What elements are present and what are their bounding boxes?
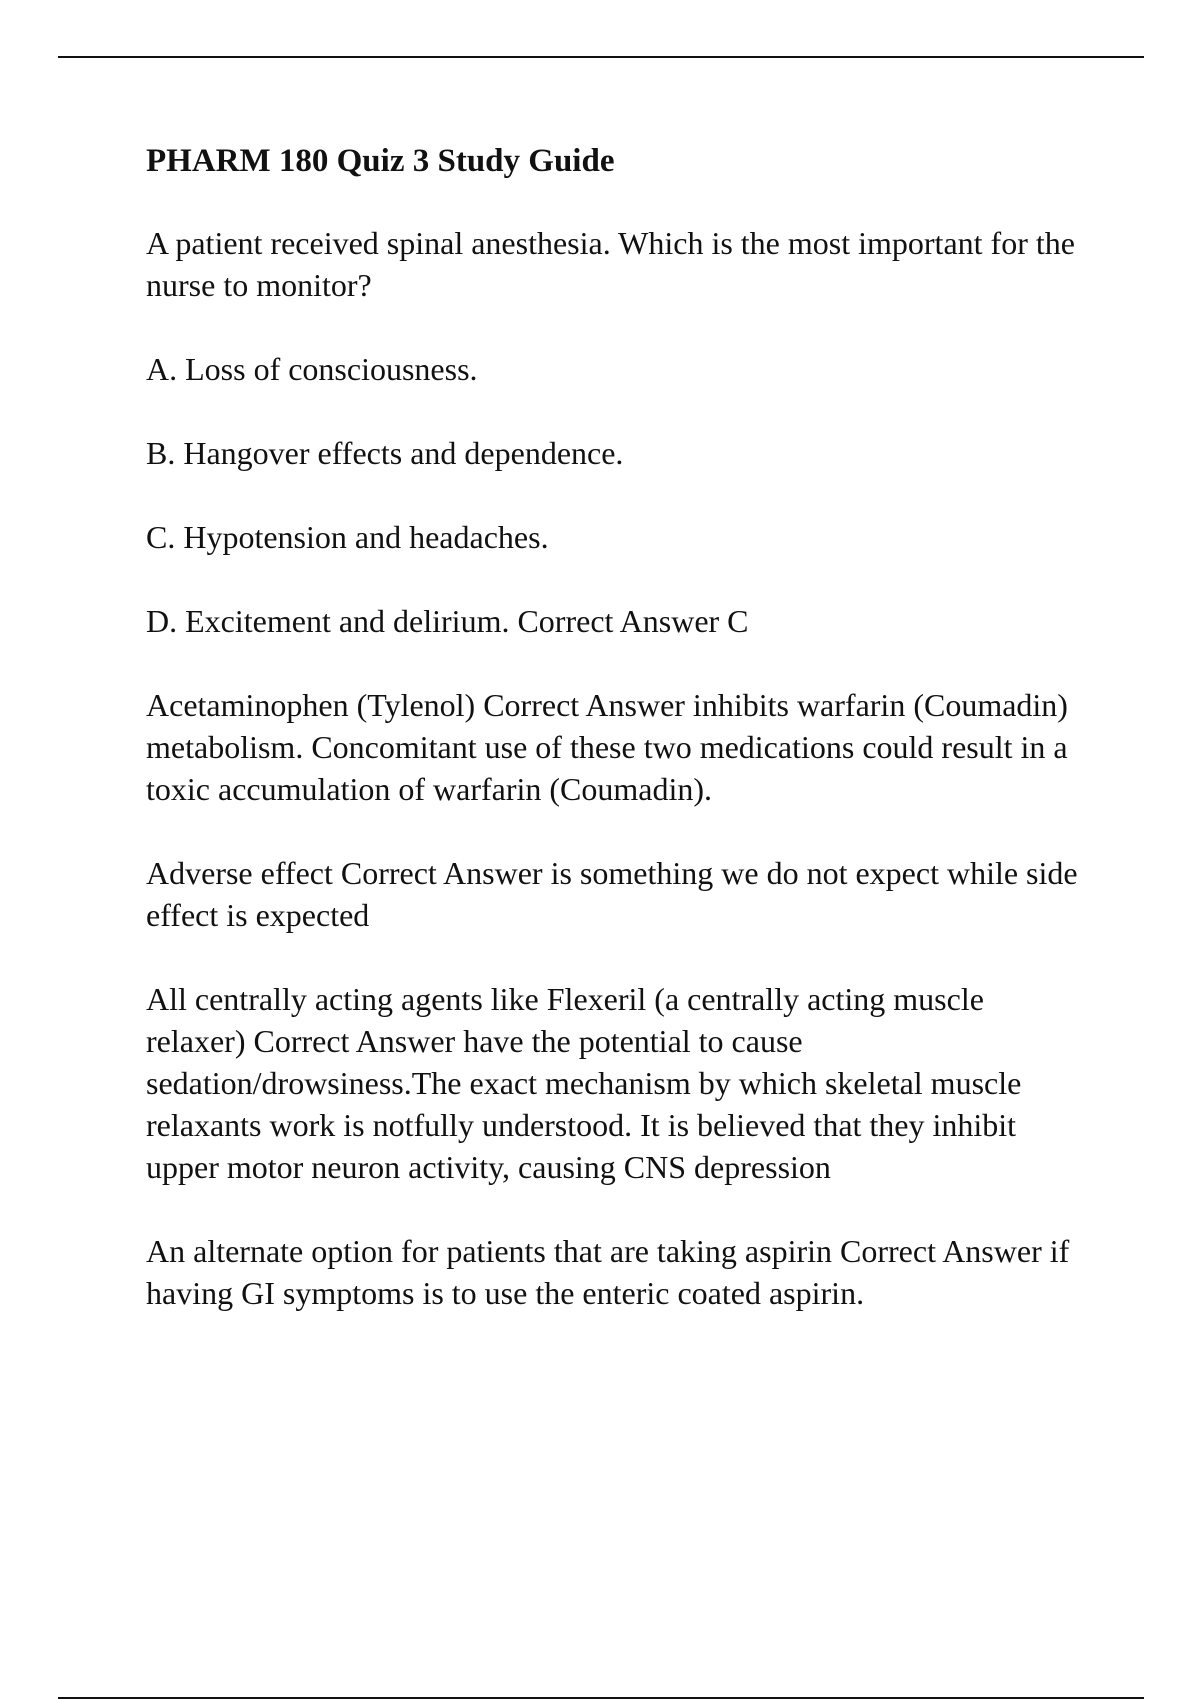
aspirin-alternate-entry: An alternate option for patients that are taking aspirin Correct Answer if having GI symptoms is to use the enteric coated aspirin.: [146, 1233, 1070, 1311]
footer-rule: [58, 1697, 1144, 1699]
option-a: A. Loss of consciousness.: [146, 351, 478, 387]
acetaminophen-entry: Acetaminophen (Tylenol) Correct Answer inhibits warfarin (Coumadin) metabolism. Concomitant use of these two medications could result in a toxic accumulation of warfarin (Coumadin).: [146, 687, 1068, 807]
header-rule: [58, 56, 1144, 58]
adverse-effect-entry: Adverse effect Correct Answer is something we do not expect while side effect is expected: [146, 855, 1078, 933]
document-title: PHARM 180 Quiz 3 Study Guide: [146, 143, 615, 179]
document-body: [146, 140, 1086, 1356]
question-stem: A patient received spinal anesthesia. Which is the most important for the nurse to monitor?: [146, 225, 1075, 303]
option-b: B. Hangover effects and dependence.: [146, 435, 624, 471]
option-d-with-answer: D. Excitement and delirium. Correct Answer C: [146, 603, 749, 639]
option-c: C. Hypotension and headaches.: [146, 519, 549, 555]
centrally-acting-agents-entry: All centrally acting agents like Flexeril (a centrally acting muscle relaxer) Correct Answer have the potential to cause sedation/drowsiness.The exact mechanism by which skeletal muscle relaxants work is notfully understood. It is believed that they inhibit upper motor neuron activity, causing CNS depression: [146, 981, 1022, 1185]
